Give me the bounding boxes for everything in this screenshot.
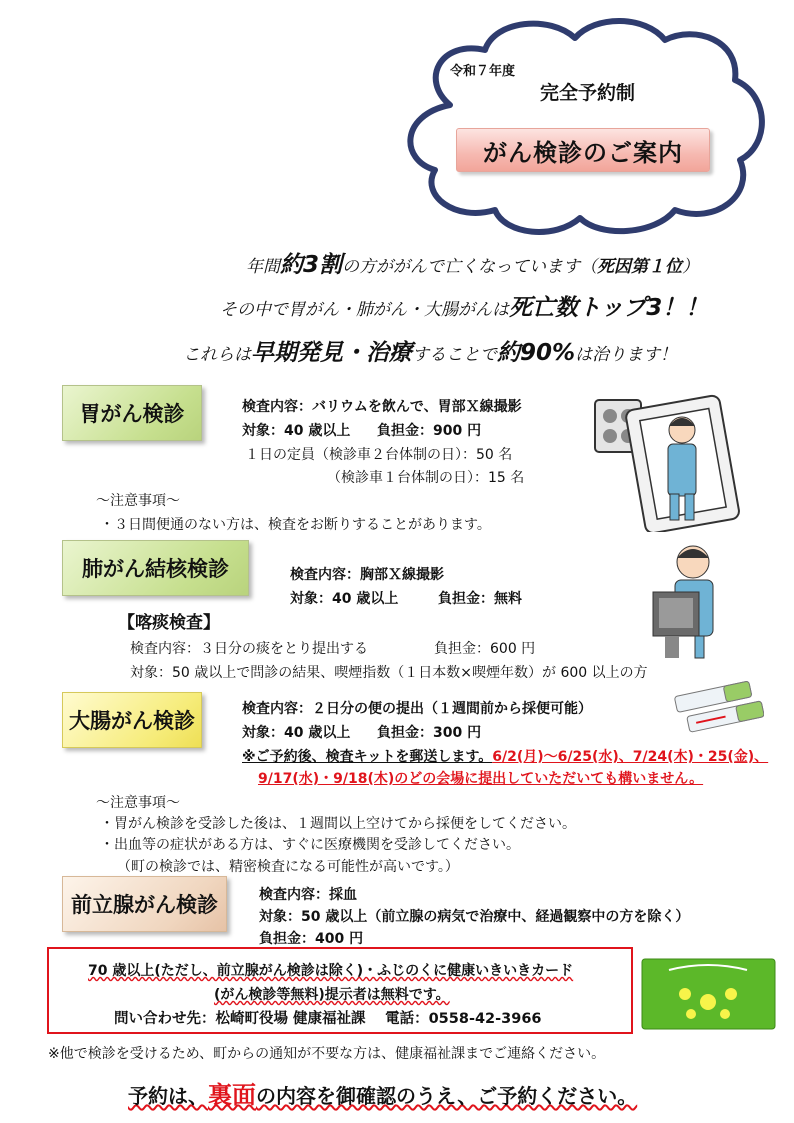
contact-info: 問い合わせ先：松崎町役場 健康福祉課 電話：0558-42-3966	[114, 1011, 542, 1027]
sputum-content: 検査内容：３日分の痰をとり提出する	[130, 641, 368, 657]
intro-text: ）	[682, 257, 700, 277]
free-eligibility-line-2: (がん検診等無料)提示者は無料です。	[214, 987, 450, 1003]
sputum-title: 【喀痰検査】	[118, 613, 220, 633]
intro-line-3	[183, 334, 677, 367]
page-title: がん検診のご案内	[483, 138, 683, 167]
colon-content: 検査内容：２日分の便の提出（１週間前から採便可能）	[242, 701, 592, 717]
colon-note-3: （町の検診では、精密検査になる可能性が高いです。）	[117, 859, 459, 875]
stomach-capacity-1-bus: （検診車１台体制の日）：15 名	[327, 470, 525, 486]
stomach-note: ・３日間便通のない方は、検査をお断りすることがあります。	[100, 517, 491, 533]
stomach-capacity-2-buses: １日の定員（検診車２台体制の日）：50 名	[245, 447, 513, 463]
prostate-content: 検査内容：採血	[259, 887, 357, 903]
prostate-section-label: 前立腺がん検診	[62, 876, 227, 932]
lung-section-label: 肺がん結核検診	[62, 540, 249, 596]
colon-mail-dates: 6/2(月)～6/25(水)、7/24(木)・25(金)、	[492, 749, 769, 765]
intro-text: これらは	[183, 345, 251, 365]
lung-fee: 負担金：無料	[438, 591, 522, 607]
intro-emphasis: 約3割	[280, 252, 343, 278]
sputum-fee: 負担金：600 円	[434, 641, 536, 657]
stomach-fee: 負担金：900 円	[377, 423, 482, 439]
reservation-text: 予約は、	[128, 1084, 208, 1108]
cloud-icon	[380, 10, 775, 240]
lung-target: 対象：40 歳以上	[290, 591, 399, 607]
reservation-text: の内容を御確認のうえ、ご予約ください。	[256, 1084, 638, 1108]
lung-content: 検査内容：胸部Ｘ線撮影	[290, 567, 444, 583]
prostate-target: 対象：50 歳以上（前立腺の病気で治療中、経過観察中の方を除く）	[259, 909, 690, 925]
intro-text: は治ります！	[575, 345, 678, 365]
intro-line-2	[220, 289, 708, 322]
prostate-fee: 負担金：400 円	[259, 931, 364, 947]
colon-mail-note: ※ご予約後、検査キットを郵送します。	[242, 749, 493, 765]
colon-target: 対象：40 歳以上	[242, 725, 351, 741]
intro-text: することで	[412, 345, 497, 365]
stomach-target: 対象：40 歳以上	[242, 423, 351, 439]
colon-fee: 負担金：300 円	[377, 725, 482, 741]
intro-line-1	[246, 246, 699, 279]
fiscal-year: 令和７年度	[450, 64, 516, 79]
notification-notice: ※他で検診を受けるため、町からの通知が不要な方は、健康福祉課までご連絡ください。	[48, 1046, 606, 1062]
intro-text: その中で胃がん・肺がん・大腸がんは	[220, 300, 509, 320]
colon-mail-dates-2: 9/17(水)・9/18(木)のどの会場に提出していただいても構いません。	[258, 771, 704, 787]
intro-text: 年間	[246, 257, 280, 277]
colon-mail-notice	[242, 746, 768, 766]
colon-section-label: 大腸がん検診	[62, 692, 202, 748]
reverse-side-emphasis: 裏面	[208, 1081, 256, 1109]
reservation-required: 完全予約制	[540, 82, 636, 104]
stool-kit-icon	[672, 680, 764, 740]
sputum-target: 対象：50 歳以上で問診の結果、喫煙指数（１日本数×喫煙年数）が 600 以上の方	[130, 665, 648, 681]
intro-emphasis: 死因第１位	[597, 257, 683, 277]
colon-note-1: ・胃がん検診を受診した後は、１週間以上空けてから採便をしてください。	[100, 816, 576, 832]
colon-note-2: ・出血等の症状がある方は、すぐに医療機関を受診してください。	[100, 837, 520, 853]
intro-emphasis: 早期発見・治療	[251, 340, 412, 366]
page-title-box	[456, 128, 710, 172]
stomach-notes-title: ～注意事項～	[96, 493, 180, 509]
intro-emphasis: 約90%	[497, 340, 576, 366]
reservation-instruction	[128, 1075, 637, 1110]
chest-xray-icon	[645, 540, 735, 660]
free-eligibility-line-1: 70 歳以上(ただし、前立腺がん検診は除く)・ふじのくに健康いきいきカード	[88, 963, 574, 979]
intro-emphasis: 死亡数トップ3！！	[509, 295, 709, 321]
stomach-content: 検査内容：バリウムを飲んで、胃部Ｘ線撮影	[242, 399, 522, 415]
colon-notes-title: ～注意事項～	[96, 795, 180, 811]
intro-text: の方ががんで亡くなっています（	[342, 257, 598, 277]
xray-machine-icon	[590, 392, 740, 532]
health-card-icon	[641, 958, 776, 1030]
stomach-section-label: 胃がん検診	[62, 385, 202, 441]
